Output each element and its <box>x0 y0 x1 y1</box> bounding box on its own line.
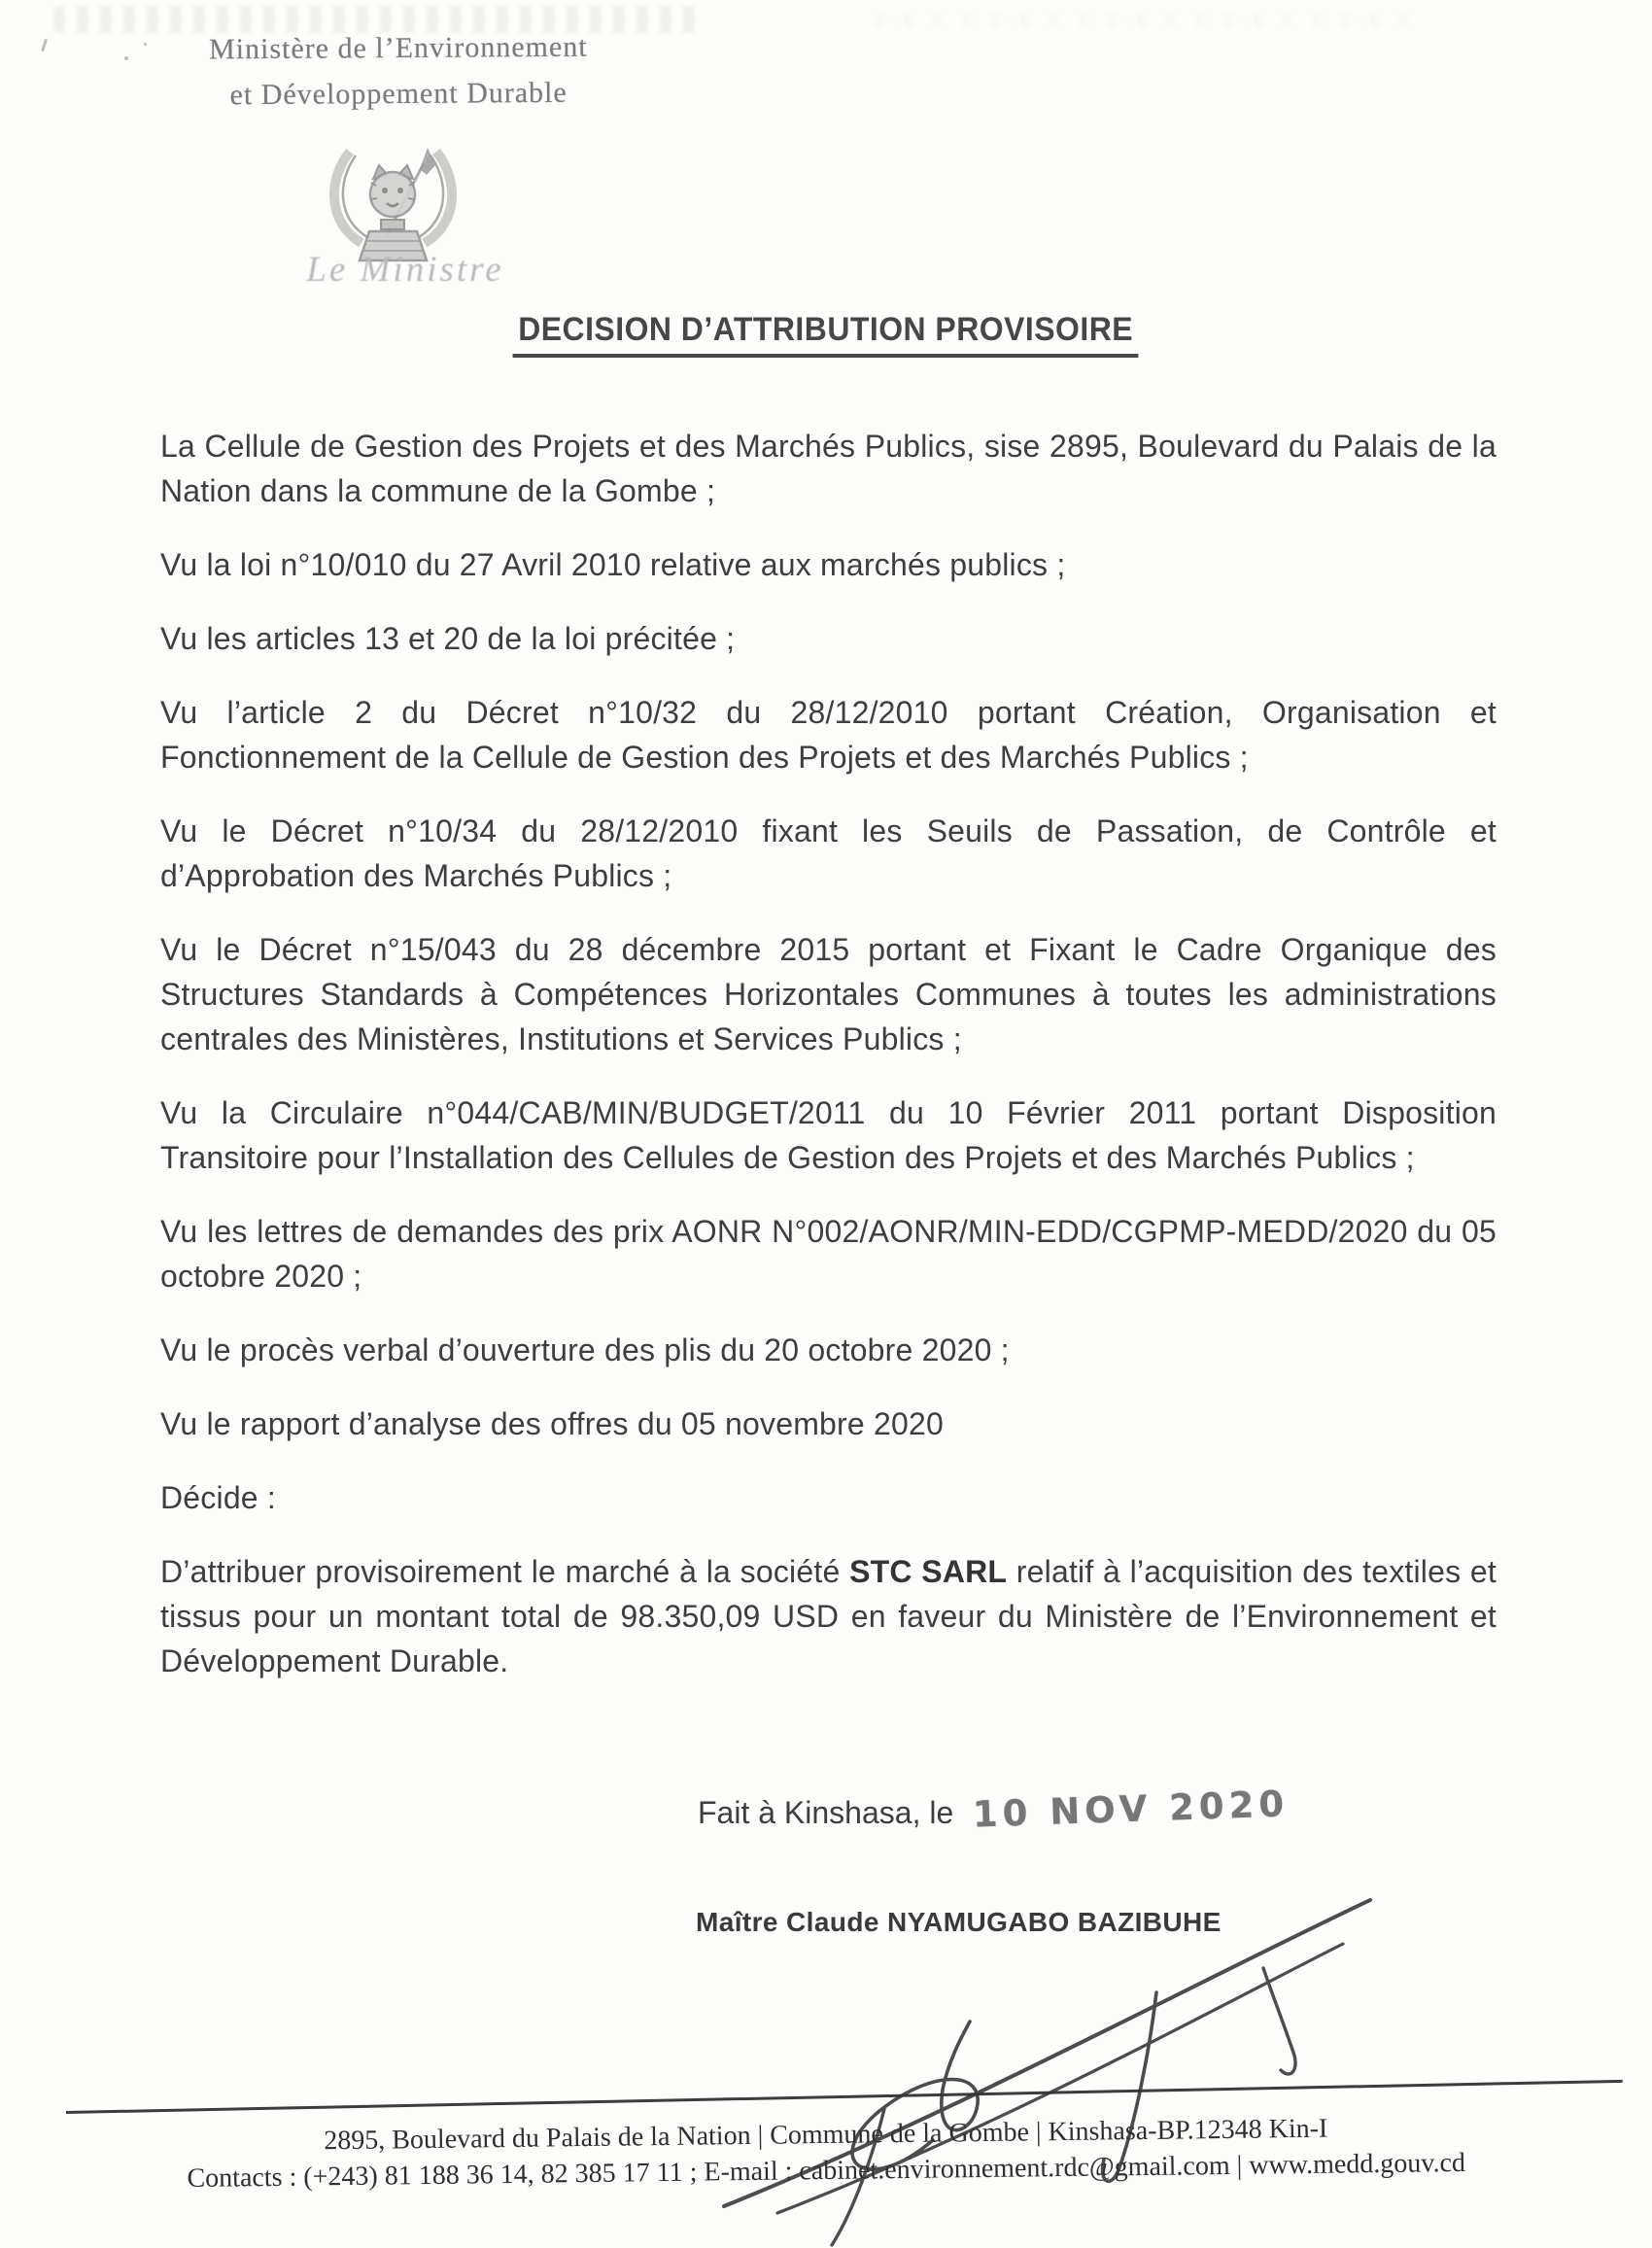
paragraph-visa-decret-10-32: Vu l’article 2 du Décret n°10/32 du 28/12/2010 portant Création, Organisation et Fonctionnement de la Cellule de Gestion des Projets et des Marchés Publics ; <box>160 695 1497 775</box>
paragraph-visa-circulaire: Vu la Circulaire n°044/CAB/MIN/BUDGET/2011 du 10 Février 2011 portant Disposition Transitoire pour l’Installation des Cellules de Gestion des Projets et des Marchés Publics ; <box>160 1095 1497 1175</box>
company-name: STC SARL <box>849 1554 1008 1589</box>
footer-contacts: Contacts : (+243) 81 188 36 14, 82 385 17 11 ; E-mail : cabinet.environnement.rdc@gmail.com | www.medd.gouv.cd <box>187 2147 1466 2195</box>
signature-scrawl <box>641 1876 1419 2248</box>
title-row <box>0 311 1652 358</box>
scan-speck <box>41 39 48 52</box>
paragraph-visa-lettres-aonr: Vu les lettres de demandes des prix AONR N°002/AONR/MIN-EDD/CGPMP-MEDD/2020 du 05 octobre 2020 ; <box>160 1214 1497 1294</box>
paragraph-visa-proces-verbal: Vu le procès verbal d’ouverture des plis du 20 octobre 2020 ; <box>160 1332 1010 1367</box>
emblem-base <box>381 220 404 229</box>
scan-noise-artifact <box>875 14 1419 27</box>
document-title: DECISION D’ATTRIBUTION PROVISOIRE <box>513 311 1139 358</box>
decide-label: Décide : <box>160 1480 276 1515</box>
coat-of-arms-emblem <box>313 142 473 266</box>
date-stamp: 10 NOV 2020 <box>972 1782 1291 1836</box>
ministry-name-line1: Ministère de l’Environnement <box>208 30 588 66</box>
minister-script-label: Le Ministre <box>306 250 504 290</box>
paragraph-issuer: La Cellule de Gestion des Projets et des Marchés Publics, sise 2895, Boulevard du Palais de la Nation dans la commune de la Gombe ; <box>160 429 1497 508</box>
signatory-name: Maître Claude NYAMUGABO BAZIBUHE <box>696 1907 1222 1937</box>
footer-address: 2895, Boulevard du Palais de la Nation | Commune de la Gombe | Kinshasa-BP.12348 Kin-I <box>324 2113 1328 2157</box>
leopard-head <box>370 172 415 217</box>
paragraph-visa-law: Vu la loi n°10/010 du 27 Avril 2010 relative aux marchés publics ; <box>160 547 1066 582</box>
document-body <box>160 424 1497 1712</box>
ministry-name-line2: et Développement Durable <box>229 76 568 112</box>
paragraph-decision <box>160 1549 1497 1683</box>
paragraph-visa-articles: Vu les articles 13 et 20 de la loi précitée ; <box>160 621 736 656</box>
scan-speck <box>124 56 128 60</box>
decision-text-pre: D’attribuer provisoirement le marché à la société <box>160 1554 850 1589</box>
paragraph-visa-decret-10-34: Vu le Décret n°10/34 du 28/12/2010 fixant les Seuils de Passation, de Contrôle et d’Approbation des Marchés Publics ; <box>160 813 1497 893</box>
ministry-letterhead <box>146 23 652 119</box>
drc-leopard-emblem-icon <box>313 142 473 266</box>
place-date-label: Fait à Kinshasa, le <box>698 1795 954 1830</box>
paragraph-visa-rapport: Vu le rapport d’analyse des offres du 05 novembre 2020 <box>160 1406 944 1441</box>
paragraph-visa-decret-15-043: Vu le Décret n°15/043 du 28 décembre 2015 portant et Fixant le Cadre Organique des Structures Standards à Compétences Horizontales Communes à toutes les administrations centrales des Ministères, Institutions et Services Publics ; <box>160 932 1497 1056</box>
decision-text-post: relatif à l’acquisition des textiles et tissus pour un montant total de 98.350,09 USD en faveur du Ministère de l’Environnement et Développement Durable. <box>160 1554 1497 1678</box>
dateline <box>698 1782 1291 1836</box>
